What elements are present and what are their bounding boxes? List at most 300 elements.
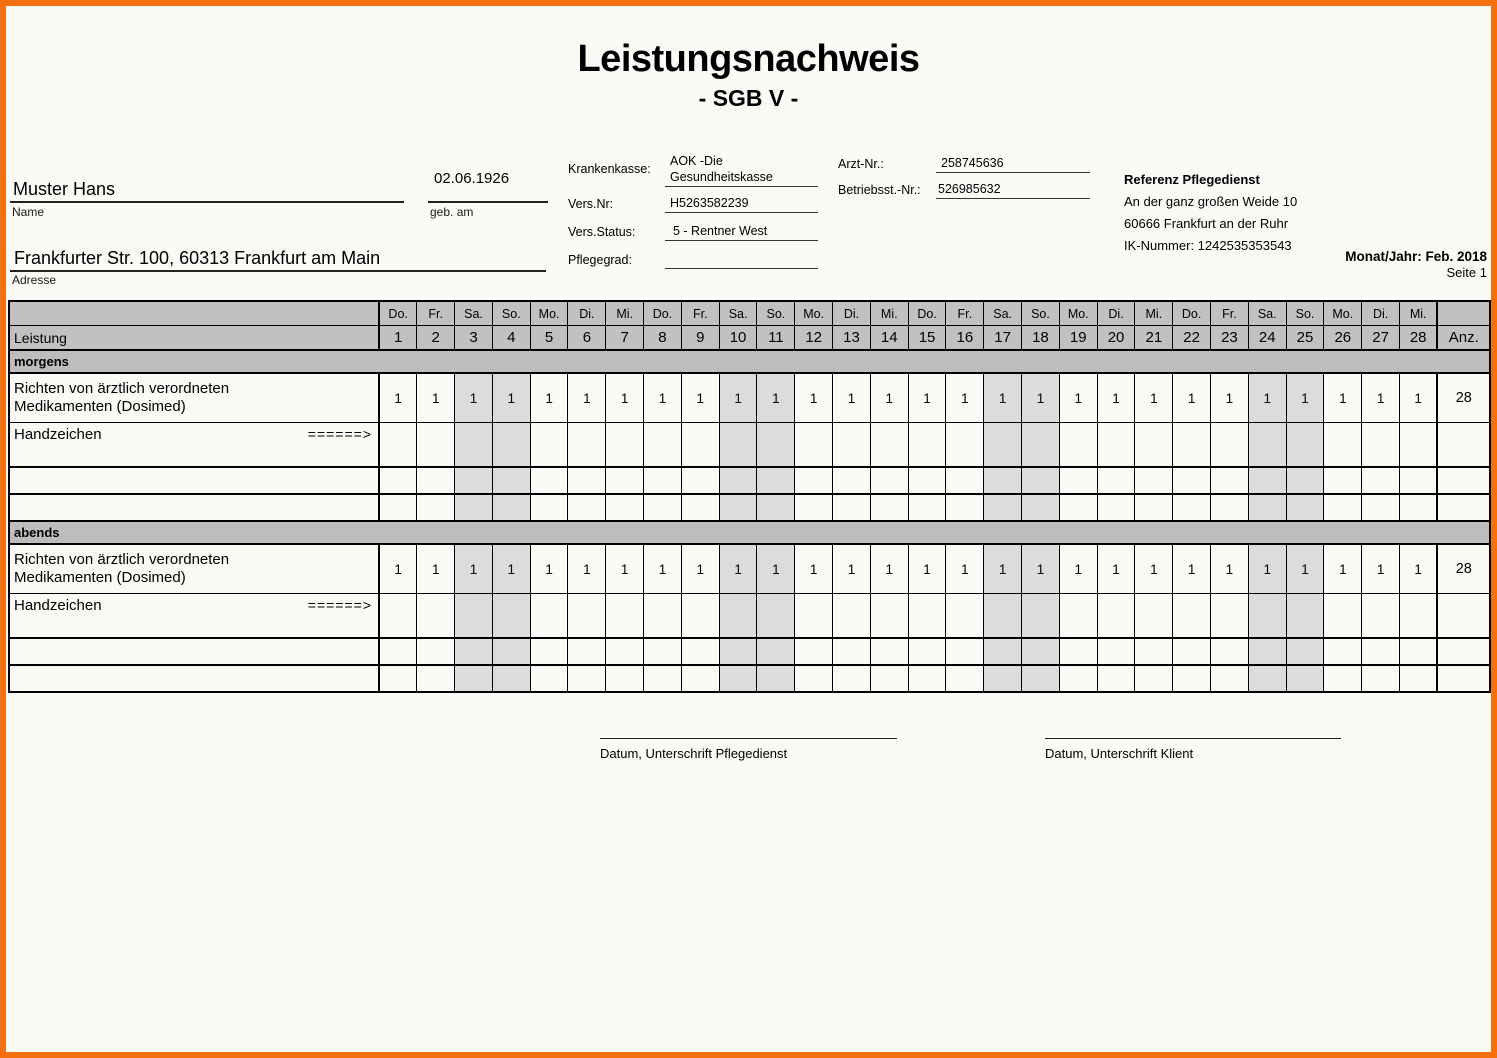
service-value-cell: 1 [530, 544, 568, 594]
signature-label-pflegedienst: Datum, Unterschrift Pflegedienst [600, 746, 788, 761]
service-value-cell: 1 [1022, 544, 1060, 594]
handzeichen-day-cell [908, 423, 946, 468]
empty-day-cell [946, 494, 984, 521]
service-value-cell: 1 [379, 373, 417, 423]
krankenkasse-underline [665, 186, 818, 187]
empty-day-cell [1022, 467, 1060, 494]
service-value-cell: 1 [1324, 544, 1362, 594]
empty-day-cell [1286, 494, 1324, 521]
empty-day-cell [870, 467, 908, 494]
day-name-cell: Mi. [606, 301, 644, 326]
empty-day-cell [833, 665, 871, 692]
signature-line-pflegedienst [600, 738, 897, 739]
empty-day-cell [908, 467, 946, 494]
empty-anz-cell [1437, 665, 1490, 692]
service-value-cell: 1 [719, 373, 757, 423]
handzeichen-day-cell [492, 594, 530, 639]
handzeichen-day-cell [1173, 594, 1211, 639]
empty-day-cell [492, 665, 530, 692]
empty-day-cell [1248, 665, 1286, 692]
day-number-cell: 24 [1248, 326, 1286, 351]
service-value-cell: 1 [1211, 544, 1249, 594]
handzeichen-day-cell [568, 423, 606, 468]
handzeichen-day-cell [644, 594, 682, 639]
empty-day-cell [1097, 467, 1135, 494]
day-number-cell: 20 [1097, 326, 1135, 351]
empty-anz-cell [1437, 638, 1490, 665]
day-name-cell: Sa. [1248, 301, 1286, 326]
day-number-cell: 21 [1135, 326, 1173, 351]
empty-day-cell [1324, 467, 1362, 494]
empty-day-cell [1362, 467, 1400, 494]
service-value-cell: 1 [1286, 544, 1324, 594]
address-value: Frankfurter Str. 100, 60313 Frankfurt am Main [14, 248, 381, 268]
handzeichen-anz-cell [1437, 594, 1490, 639]
empty-day-cell [568, 467, 606, 494]
empty-day-cell [1400, 467, 1438, 494]
empty-day-cell [1059, 494, 1097, 521]
day-number-cell: 15 [908, 326, 946, 351]
empty-day-cell [870, 638, 908, 665]
handzeichen-day-cell [795, 423, 833, 468]
handzeichen-day-cell [417, 594, 455, 639]
empty-day-cell [1022, 665, 1060, 692]
birthdate-value: 02.06.1926 [434, 170, 510, 187]
service-value-cell: 1 [757, 544, 795, 594]
empty-day-cell [908, 638, 946, 665]
empty-day-cell [530, 638, 568, 665]
service-value-cell: 1 [1059, 373, 1097, 423]
handzeichen-day-cell [379, 594, 417, 639]
empty-anz-cell [1437, 494, 1490, 521]
empty-day-cell [681, 494, 719, 521]
empty-day-cell [1211, 665, 1249, 692]
empty-anz-cell [1437, 467, 1490, 494]
empty-day-cell [417, 467, 455, 494]
empty-day-cell [1211, 638, 1249, 665]
day-name-cell: So. [492, 301, 530, 326]
provider-ik: IK-Nummer: 1242535353543 [1124, 238, 1292, 253]
krankenkasse-value-line1: AOK -Die [670, 154, 723, 168]
handzeichen-day-cell [870, 594, 908, 639]
empty-day-cell [870, 494, 908, 521]
service-value-cell: 1 [795, 544, 833, 594]
service-value-cell: 1 [870, 373, 908, 423]
day-number-cell: 22 [1173, 326, 1211, 351]
empty-day-cell [379, 494, 417, 521]
service-label-cell: Richten von ärztlich verordneten Medikamenten (Dosimed) [9, 373, 379, 423]
service-value-cell: 1 [1135, 544, 1173, 594]
handzeichen-day-cell [1135, 594, 1173, 639]
versnr-value: H5263582239 [670, 196, 749, 210]
empty-day-cell [568, 494, 606, 521]
day-name-cell: Do. [908, 301, 946, 326]
pflegegrad-label: Pflegegrad: [568, 253, 632, 267]
empty-label-cell [9, 665, 379, 692]
empty-day-cell [757, 638, 795, 665]
day-number-cell: 14 [870, 326, 908, 351]
arztnr-label: Arzt-Nr.: [838, 157, 884, 171]
leistung-header-cell: Leistung [9, 326, 379, 351]
signature-label-klient: Datum, Unterschrift Klient [1045, 746, 1194, 761]
empty-day-cell [757, 665, 795, 692]
handzeichen-day-cell [1097, 594, 1135, 639]
empty-day-cell [1173, 638, 1211, 665]
patient-name-underline [10, 201, 404, 203]
empty-day-cell [644, 494, 682, 521]
empty-day-cell [1211, 467, 1249, 494]
handzeichen-day-cell [681, 423, 719, 468]
empty-day-cell [1286, 467, 1324, 494]
handzeichen-day-cell [530, 594, 568, 639]
handzeichen-day-cell [946, 423, 984, 468]
service-value-cell: 1 [455, 373, 493, 423]
service-value-cell: 1 [1097, 544, 1135, 594]
krankenkasse-label: Krankenkasse: [568, 162, 651, 176]
service-value-cell: 1 [530, 373, 568, 423]
handzeichen-day-cell [1097, 423, 1135, 468]
versstatus-underline [665, 240, 818, 241]
service-value-cell: 1 [984, 373, 1022, 423]
arztnr-underline [936, 172, 1090, 173]
anz-header-blank-cell [1437, 301, 1490, 326]
service-value-cell: 1 [795, 373, 833, 423]
empty-day-cell [833, 494, 871, 521]
empty-day-cell [757, 494, 795, 521]
empty-day-cell [1135, 638, 1173, 665]
betriebsst-underline [936, 198, 1090, 199]
empty-day-cell [455, 665, 493, 692]
service-value-cell: 1 [568, 373, 606, 423]
handzeichen-day-cell [1286, 594, 1324, 639]
handzeichen-day-cell [1400, 594, 1438, 639]
day-number-cell: 23 [1211, 326, 1249, 351]
empty-day-cell [719, 665, 757, 692]
handzeichen-day-cell [833, 423, 871, 468]
handzeichen-day-cell [1362, 423, 1400, 468]
empty-day-cell [1135, 665, 1173, 692]
service-value-cell: 1 [681, 544, 719, 594]
handzeichen-day-cell [1362, 594, 1400, 639]
empty-day-cell [1324, 665, 1362, 692]
empty-day-cell [1248, 467, 1286, 494]
handzeichen-day-cell [1211, 423, 1249, 468]
service-label-cell: Richten von ärztlich verordneten Medikamenten (Dosimed) [9, 544, 379, 594]
empty-day-cell [1022, 638, 1060, 665]
day-name-cell: Fr. [681, 301, 719, 326]
day-name-cell: Do. [379, 301, 417, 326]
pflegegrad-underline [665, 268, 818, 269]
empty-label-cell [9, 638, 379, 665]
day-name-cell: Mo. [530, 301, 568, 326]
empty-day-cell [946, 638, 984, 665]
handzeichen-day-cell [1059, 423, 1097, 468]
handzeichen-day-cell [1324, 594, 1362, 639]
empty-day-cell [1173, 494, 1211, 521]
day-name-cell: So. [757, 301, 795, 326]
service-value-cell: 1 [568, 544, 606, 594]
service-value-cell: 1 [946, 373, 984, 423]
empty-day-cell [1248, 494, 1286, 521]
empty-day-cell [606, 665, 644, 692]
handzeichen-day-cell [833, 594, 871, 639]
day-number-cell: 7 [606, 326, 644, 351]
handzeichen-day-cell [455, 594, 493, 639]
empty-day-cell [870, 665, 908, 692]
day-number-cell: 8 [644, 326, 682, 351]
empty-day-cell [1286, 638, 1324, 665]
empty-day-cell [681, 467, 719, 494]
handzeichen-day-cell [719, 423, 757, 468]
service-value-cell: 1 [455, 544, 493, 594]
betriebsst-value: 526985632 [938, 182, 1001, 196]
service-value-cell: 1 [833, 373, 871, 423]
service-value-cell: 1 [1286, 373, 1324, 423]
empty-day-cell [681, 638, 719, 665]
handzeichen-day-cell [757, 594, 795, 639]
day-name-cell: Mi. [1135, 301, 1173, 326]
day-number-cell: 13 [833, 326, 871, 351]
day-name-cell: Mo. [795, 301, 833, 326]
patient-name-label: Name [12, 205, 45, 219]
empty-day-cell [1400, 638, 1438, 665]
service-value-cell: 1 [984, 544, 1022, 594]
day-number-cell: 25 [1286, 326, 1324, 351]
empty-day-cell [719, 638, 757, 665]
handzeichen-day-cell [946, 594, 984, 639]
empty-day-cell [1362, 665, 1400, 692]
empty-day-cell [795, 494, 833, 521]
day-number-cell: 6 [568, 326, 606, 351]
handzeichen-day-cell [1248, 594, 1286, 639]
service-value-cell: 1 [908, 544, 946, 594]
handzeichen-day-cell [1286, 423, 1324, 468]
day-name-cell: Mi. [1400, 301, 1438, 326]
versstatus-value: 5 - Rentner West [673, 224, 768, 238]
empty-day-cell [984, 494, 1022, 521]
empty-day-cell [492, 467, 530, 494]
service-value-cell: 1 [1248, 373, 1286, 423]
birthdate-label: geb. am [430, 205, 474, 219]
service-value-cell: 1 [379, 544, 417, 594]
handzeichen-day-cell [379, 423, 417, 468]
day-number-cell: 17 [984, 326, 1022, 351]
empty-day-cell [417, 638, 455, 665]
empty-day-cell [1400, 665, 1438, 692]
day-number-cell: 26 [1324, 326, 1362, 351]
empty-day-cell [1097, 494, 1135, 521]
service-value-cell: 1 [606, 373, 644, 423]
empty-day-cell [984, 638, 1022, 665]
versnr-underline [665, 212, 818, 213]
handzeichen-day-cell [719, 594, 757, 639]
empty-day-cell [719, 467, 757, 494]
empty-day-cell [1135, 494, 1173, 521]
day-name-cell: So. [1022, 301, 1060, 326]
empty-day-cell [946, 467, 984, 494]
day-name-cell: Fr. [1211, 301, 1249, 326]
empty-day-cell [417, 494, 455, 521]
handzeichen-day-cell [1022, 423, 1060, 468]
patient-name-value: Muster Hans [13, 179, 116, 199]
day-name-cell: Do. [1173, 301, 1211, 326]
empty-day-cell [795, 467, 833, 494]
handzeichen-day-cell [606, 423, 644, 468]
handzeichen-label-cell: Handzeichen ======> [9, 594, 379, 639]
service-value-cell: 1 [1248, 544, 1286, 594]
day-name-cell: Di. [833, 301, 871, 326]
empty-day-cell [379, 665, 417, 692]
handzeichen-day-cell [492, 423, 530, 468]
empty-day-cell [1173, 665, 1211, 692]
day-number-cell: 16 [946, 326, 984, 351]
empty-day-cell [606, 494, 644, 521]
handzeichen-day-cell [644, 423, 682, 468]
service-value-cell: 1 [1135, 373, 1173, 423]
empty-day-cell [1097, 638, 1135, 665]
day-name-cell: Sa. [719, 301, 757, 326]
page-subtitle: - SGB V - [698, 85, 799, 111]
handzeichen-day-cell [795, 594, 833, 639]
empty-day-cell [530, 467, 568, 494]
empty-day-cell [417, 665, 455, 692]
service-value-cell: 1 [1362, 373, 1400, 423]
service-value-cell: 1 [946, 544, 984, 594]
anz-header-cell: Anz. [1437, 326, 1490, 351]
anz-value-cell: 28 [1437, 544, 1490, 594]
service-value-cell: 1 [492, 373, 530, 423]
day-name-cell: Di. [1362, 301, 1400, 326]
day-name-cell: Di. [1097, 301, 1135, 326]
handzeichen-day-cell [908, 594, 946, 639]
empty-day-cell [379, 467, 417, 494]
arztnr-value: 258745636 [941, 156, 1004, 170]
empty-day-cell [984, 665, 1022, 692]
service-value-cell: 1 [644, 373, 682, 423]
empty-day-cell [1059, 638, 1097, 665]
handzeichen-day-cell [455, 423, 493, 468]
empty-day-cell [1362, 494, 1400, 521]
service-value-cell: 1 [417, 373, 455, 423]
empty-day-cell [833, 467, 871, 494]
empty-label-cell [9, 494, 379, 521]
empty-day-cell [606, 467, 644, 494]
service-value-cell: 1 [870, 544, 908, 594]
day-number-cell: 2 [417, 326, 455, 351]
day-name-cell: Mi. [870, 301, 908, 326]
betriebsst-label: Betriebsst.-Nr.: [838, 183, 921, 197]
empty-day-cell [530, 665, 568, 692]
day-number-cell: 5 [530, 326, 568, 351]
versnr-label: Vers.Nr: [568, 197, 614, 211]
table-corner-cell [9, 301, 379, 326]
empty-day-cell [1097, 665, 1135, 692]
handzeichen-anz-cell [1437, 423, 1490, 468]
empty-day-cell [644, 638, 682, 665]
empty-day-cell [1135, 467, 1173, 494]
page-title: Leistungsnachweis [577, 38, 920, 80]
handzeichen-day-cell [1022, 594, 1060, 639]
handzeichen-label-cell: Handzeichen ======> [9, 423, 379, 468]
handzeichen-day-cell [606, 594, 644, 639]
empty-day-cell [984, 467, 1022, 494]
empty-day-cell [908, 665, 946, 692]
handzeichen-day-cell [1173, 423, 1211, 468]
empty-label-cell [9, 467, 379, 494]
empty-day-cell [1362, 638, 1400, 665]
address-underline [10, 270, 546, 272]
day-number-cell: 12 [795, 326, 833, 351]
empty-day-cell [1324, 494, 1362, 521]
empty-day-cell [719, 494, 757, 521]
handzeichen-day-cell [417, 423, 455, 468]
service-value-cell: 1 [1173, 544, 1211, 594]
page-number-label: Seite 1 [1446, 265, 1487, 280]
day-number-cell: 1 [379, 326, 417, 351]
empty-day-cell [1400, 494, 1438, 521]
service-value-cell: 1 [1059, 544, 1097, 594]
handzeichen-day-cell [568, 594, 606, 639]
leistung-table-wrap [8, 300, 1491, 693]
empty-day-cell [455, 494, 493, 521]
handzeichen-day-cell [1211, 594, 1249, 639]
empty-day-cell [1324, 638, 1362, 665]
provider-city: 60666 Frankfurt an der Ruhr [1124, 216, 1289, 231]
empty-day-cell [1059, 665, 1097, 692]
section-title-cell: morgens [9, 350, 1490, 373]
service-value-cell: 1 [1400, 544, 1438, 594]
day-number-cell: 19 [1059, 326, 1097, 351]
empty-day-cell [644, 665, 682, 692]
empty-day-cell [568, 638, 606, 665]
service-value-cell: 1 [719, 544, 757, 594]
handzeichen-day-cell [984, 423, 1022, 468]
day-name-cell: Do. [644, 301, 682, 326]
versstatus-label: Vers.Status: [568, 225, 636, 239]
empty-day-cell [530, 494, 568, 521]
day-number-cell: 28 [1400, 326, 1438, 351]
service-value-cell: 1 [417, 544, 455, 594]
handzeichen-day-cell [1324, 423, 1362, 468]
service-value-cell: 1 [681, 373, 719, 423]
day-number-cell: 10 [719, 326, 757, 351]
empty-day-cell [833, 638, 871, 665]
empty-day-cell [1248, 638, 1286, 665]
handzeichen-day-cell [681, 594, 719, 639]
service-value-cell: 1 [1022, 373, 1060, 423]
service-value-cell: 1 [1362, 544, 1400, 594]
empty-day-cell [455, 467, 493, 494]
anz-value-cell: 28 [1437, 373, 1490, 423]
service-value-cell: 1 [1400, 373, 1438, 423]
empty-day-cell [681, 665, 719, 692]
service-value-cell: 1 [1173, 373, 1211, 423]
day-number-cell: 18 [1022, 326, 1060, 351]
empty-day-cell [1173, 467, 1211, 494]
service-value-cell: 1 [908, 373, 946, 423]
empty-day-cell [644, 467, 682, 494]
empty-day-cell [795, 665, 833, 692]
empty-day-cell [492, 638, 530, 665]
service-value-cell: 1 [492, 544, 530, 594]
day-number-cell: 27 [1362, 326, 1400, 351]
service-value-cell: 1 [1097, 373, 1135, 423]
empty-day-cell [568, 665, 606, 692]
day-name-cell: Di. [568, 301, 606, 326]
handzeichen-day-cell [984, 594, 1022, 639]
service-value-cell: 1 [757, 373, 795, 423]
provider-name: Referenz Pflegedienst [1124, 172, 1260, 187]
